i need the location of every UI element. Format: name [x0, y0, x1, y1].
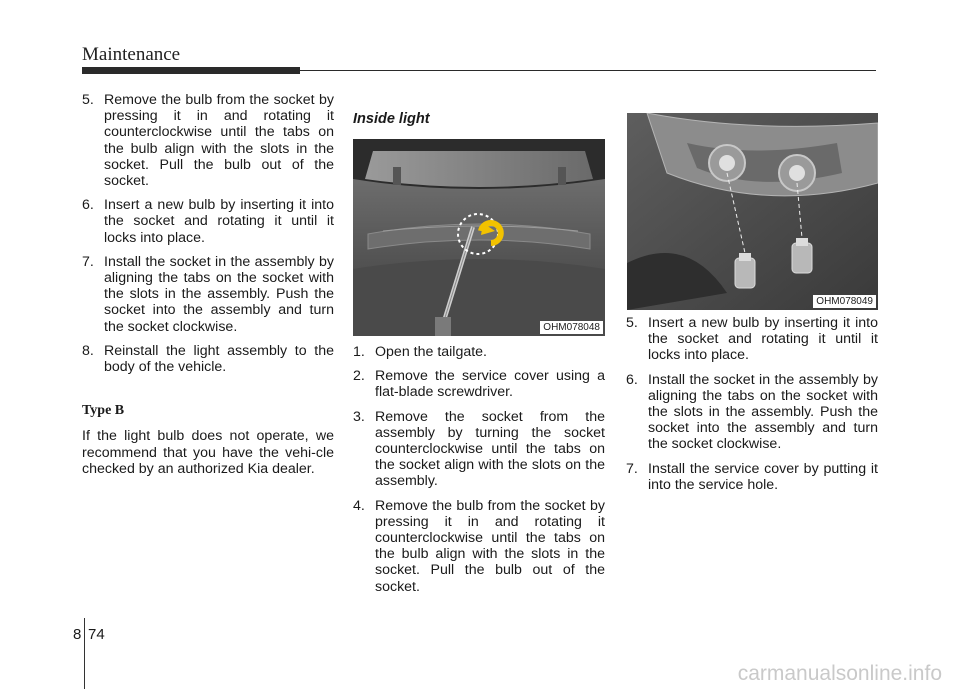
- page-header-title: Maintenance: [82, 44, 181, 65]
- step-text: Remove the bulb from the socket by pressing it in and rotating it counterclockwise until the tabs on the bulb align with the slots in the socket. Pull the bulb out of the socket.: [375, 497, 605, 595]
- instruction-step: [82, 343, 334, 375]
- figure-code: OHM078048: [540, 321, 603, 334]
- step-text: Install the service cover by putting it into the service hole.: [648, 460, 878, 493]
- step-number: 1.: [353, 344, 365, 360]
- step-number: 4.: [353, 497, 365, 514]
- instruction-step: [82, 197, 334, 246]
- left-column: [82, 92, 334, 477]
- instruction-step: [626, 461, 878, 493]
- step-text: Insert a new bulb by inserting it into the socket and rotating it until it locks into place.: [648, 315, 878, 364]
- step-text: Reinstall the light assembly to the body of the vehicle.: [104, 342, 334, 376]
- instruction-step: [626, 315, 878, 364]
- step-number: 3.: [353, 408, 365, 425]
- instruction-step: [353, 409, 605, 490]
- figure-code: OHM078049: [813, 295, 876, 308]
- step-text: Install the socket in the assembly by aligning the tabs on the socket with the slots in the assembly. Push the socket into the assembly and turn the socket clockwise.: [648, 371, 878, 453]
- step-text: Remove the bulb from the socket by pressing it in and rotating it counterclockwise until the tabs on the bulb align with the slots in the socket. Pull the bulb out of the socket.: [104, 92, 334, 190]
- header-accent-bar: [82, 67, 300, 74]
- footer-page-number: 74: [88, 626, 105, 643]
- instruction-step: [82, 254, 334, 335]
- footer-section-number: 8: [73, 626, 82, 643]
- step-number: 6.: [82, 197, 94, 214]
- step-text: Remove the service cover using a flat-blade screwdriver.: [375, 368, 605, 401]
- step-text: Open the tailgate.: [375, 344, 488, 360]
- figure-bulb-socket: [627, 113, 878, 310]
- step-text: Insert a new bulb by inserting it into the socket and rotating it until it locks into place.: [104, 197, 334, 246]
- footer-divider: [84, 618, 85, 689]
- step-number: 7.: [82, 253, 94, 270]
- tailgate-illustration: [353, 139, 605, 336]
- step-number: 5.: [626, 315, 638, 331]
- type-b-heading: Type B: [82, 403, 125, 419]
- instruction-step: [353, 344, 605, 360]
- step-number: 5.: [82, 92, 94, 108]
- figure-tailgate-service-cover: [353, 139, 605, 336]
- bulb-socket-illustration: [627, 113, 878, 310]
- step-number: 7.: [626, 460, 638, 477]
- instruction-step: [626, 372, 878, 453]
- step-text: Remove the socket from the assembly by turning the socket counterclockwise until the tabs on the socket align with the slots on the assembly.: [375, 408, 605, 490]
- middle-column: [353, 344, 605, 603]
- type-b-paragraph: If the light bulb does not operate, we recommend that you have the vehi-cle checked by an authorized Kia dealer.: [82, 428, 334, 477]
- inside-light-heading: Inside light: [353, 111, 430, 127]
- header-rule: [300, 70, 876, 71]
- watermark-text: carmanualsonline.info: [737, 662, 942, 685]
- instruction-step: [353, 368, 605, 400]
- instruction-step: [353, 498, 605, 595]
- step-text: Install the socket in the assembly by aligning the tabs on the socket with the slots in the assembly. Push the socket into the assembly and turn the socket clockwise.: [104, 253, 334, 335]
- step-number: 6.: [626, 371, 638, 388]
- right-column: [626, 315, 878, 501]
- step-number: 8.: [82, 342, 94, 359]
- instruction-step: [82, 92, 334, 189]
- step-number: 2.: [353, 368, 365, 385]
